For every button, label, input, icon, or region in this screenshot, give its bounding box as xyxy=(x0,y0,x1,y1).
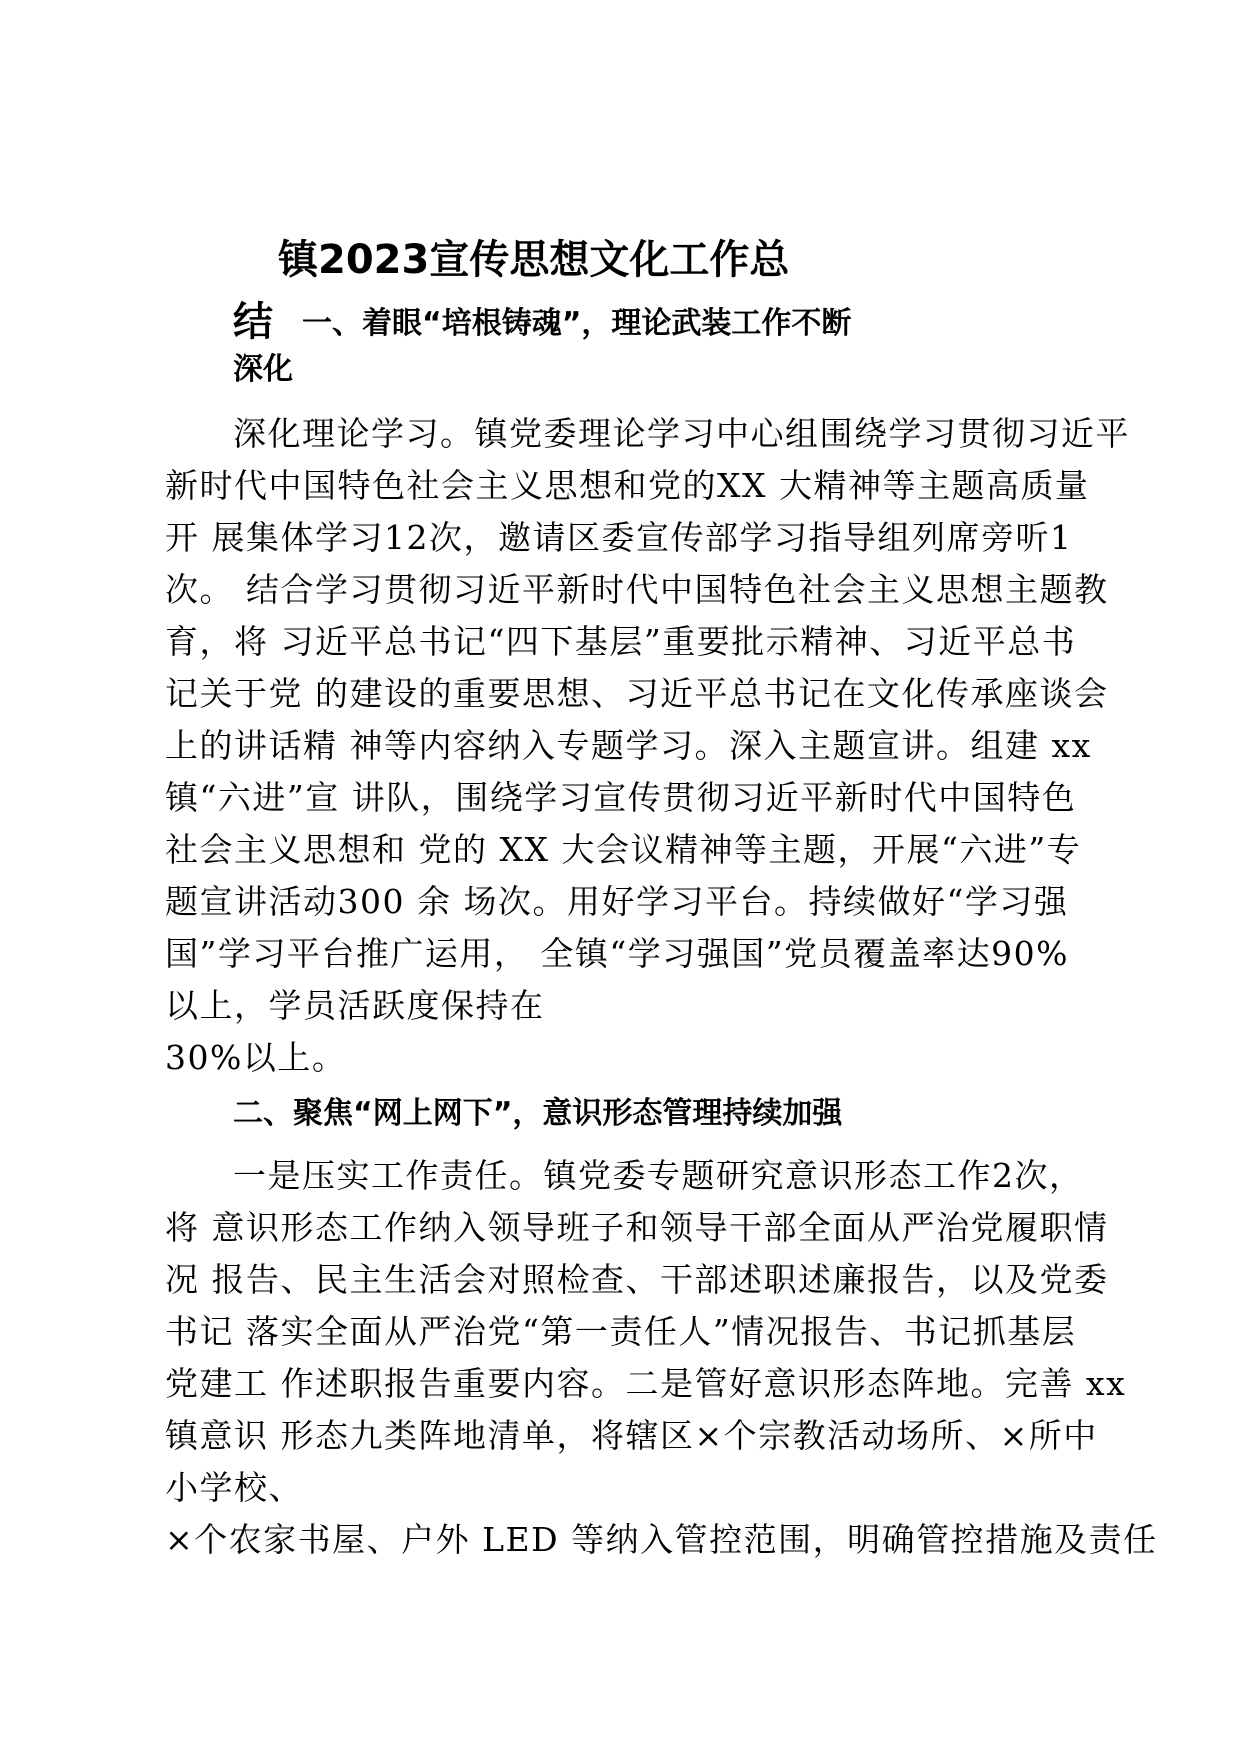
paragraph-line: 镇意识 形态九类阵地清单，将辖区×个宗教活动场所、×所中 xyxy=(165,1416,1098,1455)
paragraph-line: 新时代中国特色社会主义思想和党的XX 大精神等主题高质量 xyxy=(165,466,1090,505)
paragraph-line: 开 展集体学习12次，邀请区委宣传部学习指导组列席旁听1 xyxy=(165,518,1073,557)
paragraph-line: 记关于党 的建设的重要思想、习近平总书记在文化传承座谈会 xyxy=(165,674,1109,713)
paragraph-line: ×个农家书屋、户外 LED 等纳入管控范围，明确管控措施及责任 xyxy=(165,1520,1158,1559)
document-title-continuation: 结 xyxy=(233,299,273,345)
paragraph-line: 书记 落实全面从严治党“第一责任人”情况报告、书记抓基层 xyxy=(165,1312,1077,1351)
paragraph-line: 将 意识形态工作纳入领导班子和领导干部全面从严治党履职情 xyxy=(165,1208,1109,1247)
paragraph-line: 况 报告、民主生活会对照检查、干部述职述廉报告，以及党委 xyxy=(165,1260,1109,1299)
section2-heading: 二、聚焦“网上网下”，意识形态管理持续加强 xyxy=(233,1096,843,1131)
section1-heading-continuation: 深化 xyxy=(233,352,293,387)
paragraph-line: 镇“六进”宣 讲队，围绕学习宣传贯彻习近平新时代中国特色 xyxy=(165,778,1077,817)
document-title: 镇2023宣传思想文化工作总 xyxy=(278,237,790,283)
paragraph-line: 以上，学员活跃度保持在 xyxy=(165,986,545,1025)
paragraph-line: 社会主义思想和 党的 XX 大会议精神等主题，开展“六进”专 xyxy=(165,830,1082,869)
paragraph-line: 深化理论学习。镇党委理论学习中心组围绕学习贯彻习近平 xyxy=(233,414,1130,453)
paragraph-line: 30%以上。 xyxy=(165,1038,347,1077)
section1-heading: 一、着眼“培根铸魂”，理论武装工作不断 xyxy=(302,306,852,341)
paragraph-line: 次。 结合学习贯彻习近平新时代中国特色社会主义思想主题教 xyxy=(165,570,1109,609)
paragraph-line: 党建工 作述职报告重要内容。二是管好意识形态阵地。完善 xx xyxy=(165,1364,1127,1403)
paragraph-line: 国”学习平台推广运用， 全镇“学习强国”党员覆盖率达90% xyxy=(165,934,1069,973)
paragraph-line: 一是压实工作责任。镇党委专题研究意识形态工作2次， xyxy=(233,1156,1084,1195)
paragraph-line: 小学校、 xyxy=(165,1468,303,1507)
paragraph-line: 题宣讲活动300 余 场次。用好学习平台。持续做好“学习强 xyxy=(165,882,1069,921)
paragraph-line: 上的讲话精 神等内容纳入专题学习。深入主题宣讲。组建 xx xyxy=(165,726,1092,765)
paragraph-line: 育，将 习近平总书记“四下基层”重要批示精神、习近平总书 xyxy=(165,622,1077,661)
